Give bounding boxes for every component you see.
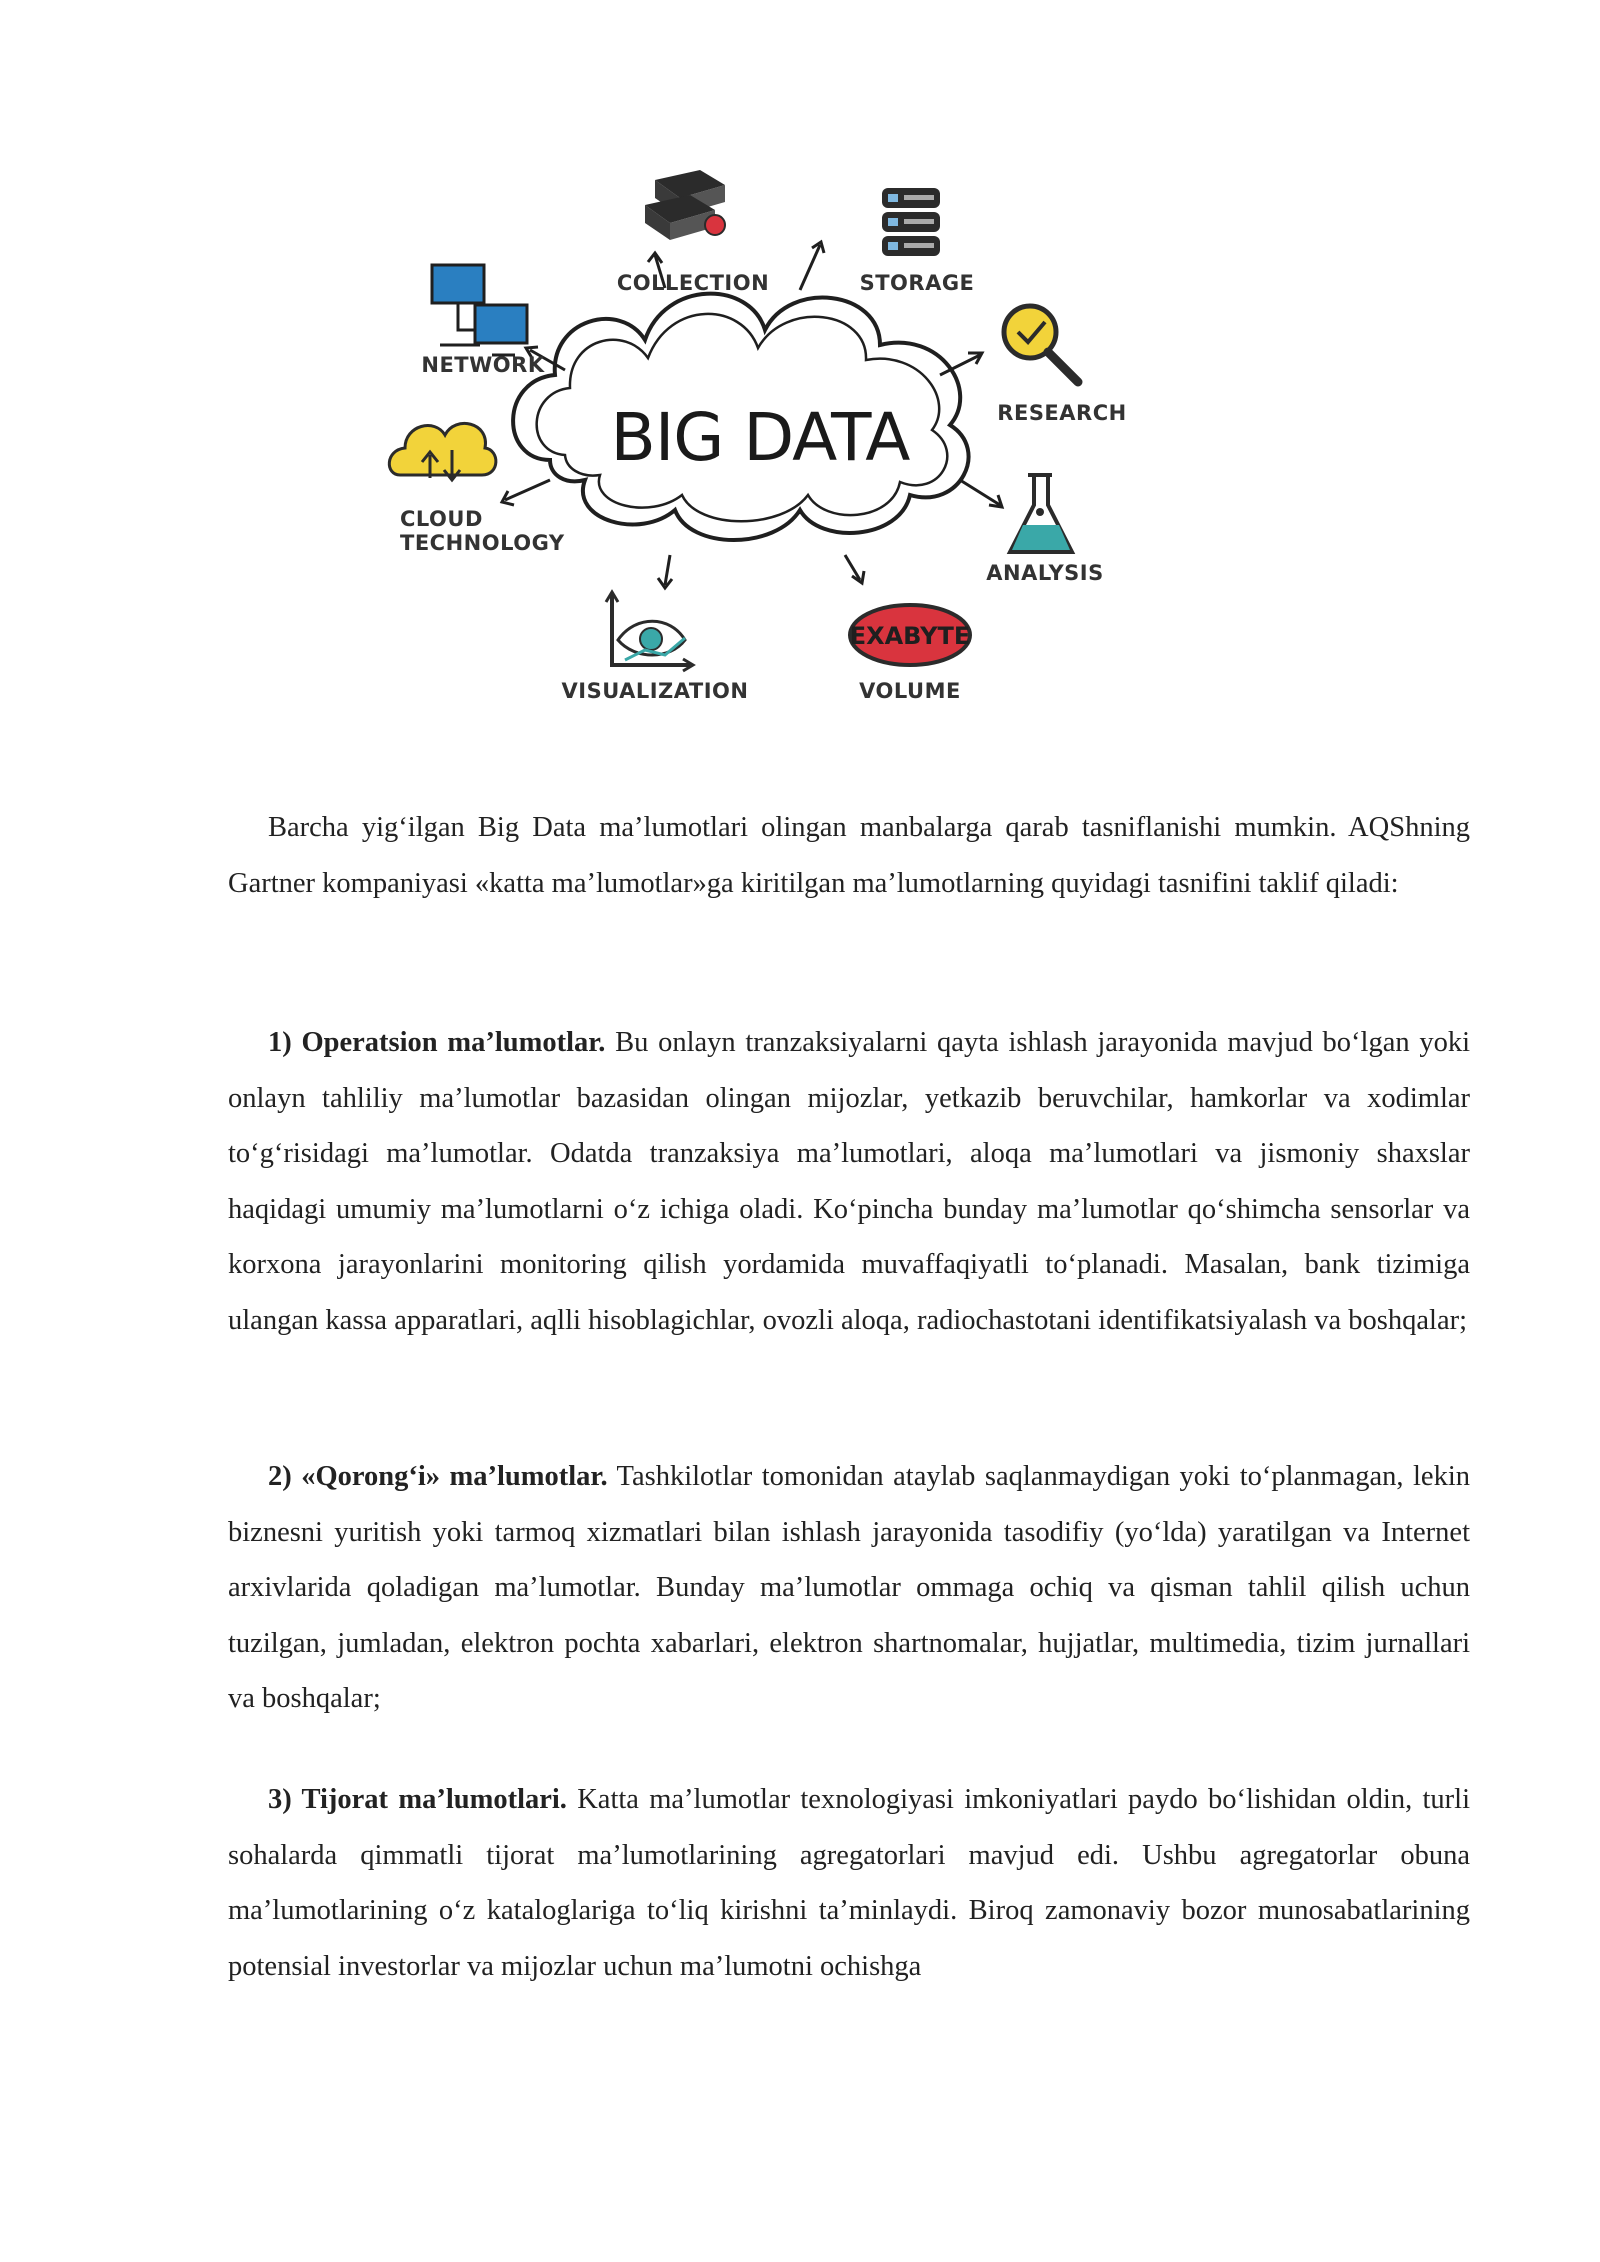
item-1-heading: 1) Operatsion ma’lumotlar.: [268, 1027, 606, 1058]
label-network: NETWORK: [421, 353, 545, 377]
item-1-body: Bu onlayn tranzaksiyalarni qayta ishlash jarayonida mavjud bo‘lgan yoki onlayn tahliliy ma’lumotlar bazasidan olingan mijozlar, yetkazib beruvchilar, hamkorlar va xodimlar to‘g‘risidagi ma’lumotlar. Odatda tranzaksiya ma’lumotlari, aloqa ma’lumotlari va jismoniy shaxslar haqidagi umumiy ma’lumotlarni o‘z ichiga oladi. Ko‘pincha bunday ma’lumotlar qo‘shimcha sensorlar va korxona jarayonlarini monitoring qilish yordamida muvaffaqiyatli to‘planadi. Masalan, bank tizimiga ulangan kassa apparatlari, aqlli hisoblagichlar, ovozli aloqa, radiochastotani identifikatsiyalash va boshqalar;: [228, 1027, 1470, 1336]
research-icon: [1004, 306, 1078, 382]
item-3-heading: 3) Tijorat ma’lumotlari.: [268, 1784, 567, 1815]
volume-icon: [850, 605, 971, 665]
classification-item-1: [228, 1015, 1470, 1348]
classification-item-2: [228, 1449, 1470, 1727]
label-visualization: VISUALIZATION: [561, 679, 749, 703]
label-cloud-line2: TECHNOLOGY: [400, 531, 565, 555]
label-storage: STORAGE: [859, 271, 975, 295]
label-research: RESEARCH: [997, 401, 1127, 425]
storage-icon: [882, 188, 940, 256]
intro-paragraph: [228, 800, 1470, 911]
item-2-body: Tashkilotlar tomonidan ataylab saqlanmaydigan yoki to‘planmagan, lekin biznesni yuritish yoki tarmoq xizmatlari bilan ishlash jarayonida tasodifiy (yo‘lda) yaratilgan va Internet arxivlarida qoladigan ma’lumotlar. Bunday ma’lumotlar ommaga ochiq va qisman tahlil qilish uchun tuzilgan, jumladan, elektron pochta xabarlari, elektron shartnomalar, hujjatlar, multimedia, tizim jurnallari va boshqalar;: [228, 1461, 1470, 1714]
big-data-cloud: [513, 294, 968, 540]
intro-text: Barcha yig‘ilgan Big Data ma’lumotlari olingan manbalarga qarab tasniflanishi mumkin. AQShning Gartner kompaniyasi «katta ma’lumotlar»ga kiritilgan ma’lumotlarning quyidagi tasnifini taklif qiladi:: [228, 812, 1470, 899]
classification-item-3: [228, 1772, 1470, 1994]
item-2-heading: 2) «Qorong‘i» ma’lumotlar.: [268, 1461, 608, 1492]
label-collection: COLLECTION: [616, 271, 770, 295]
analysis-icon: [1010, 475, 1072, 552]
label-cloud-line1: CLOUD: [400, 507, 483, 531]
network-icon: [432, 265, 527, 355]
item-3-body: Katta ma’lumotlar texnologiyasi imkoniyatlari paydo bo‘lishidan oldin, turli sohalarda qimmatli tijorat ma’lumotlarining agregatorlari mavjud edi. Ushbu agregatorlar obuna ma’lumotlarining o‘z kataloglariga to‘liq kirishni ta’minlaydi. Biroq zamonaviy bozor munosabatlarining potensial investorlar va mijozlar uchun ma’lumotni ochishga: [228, 1784, 1470, 1982]
collection-icon: [645, 170, 725, 240]
big-data-title: BIG DATA: [610, 399, 910, 476]
cloud-technology-icon: [389, 423, 496, 480]
exabyte-label: EXABYTE: [849, 622, 971, 650]
label-volume: VOLUME: [859, 679, 961, 703]
label-analysis: ANALYSIS: [986, 561, 1104, 585]
big-data-illustration: [380, 160, 1140, 720]
visualization-icon: [606, 592, 693, 671]
